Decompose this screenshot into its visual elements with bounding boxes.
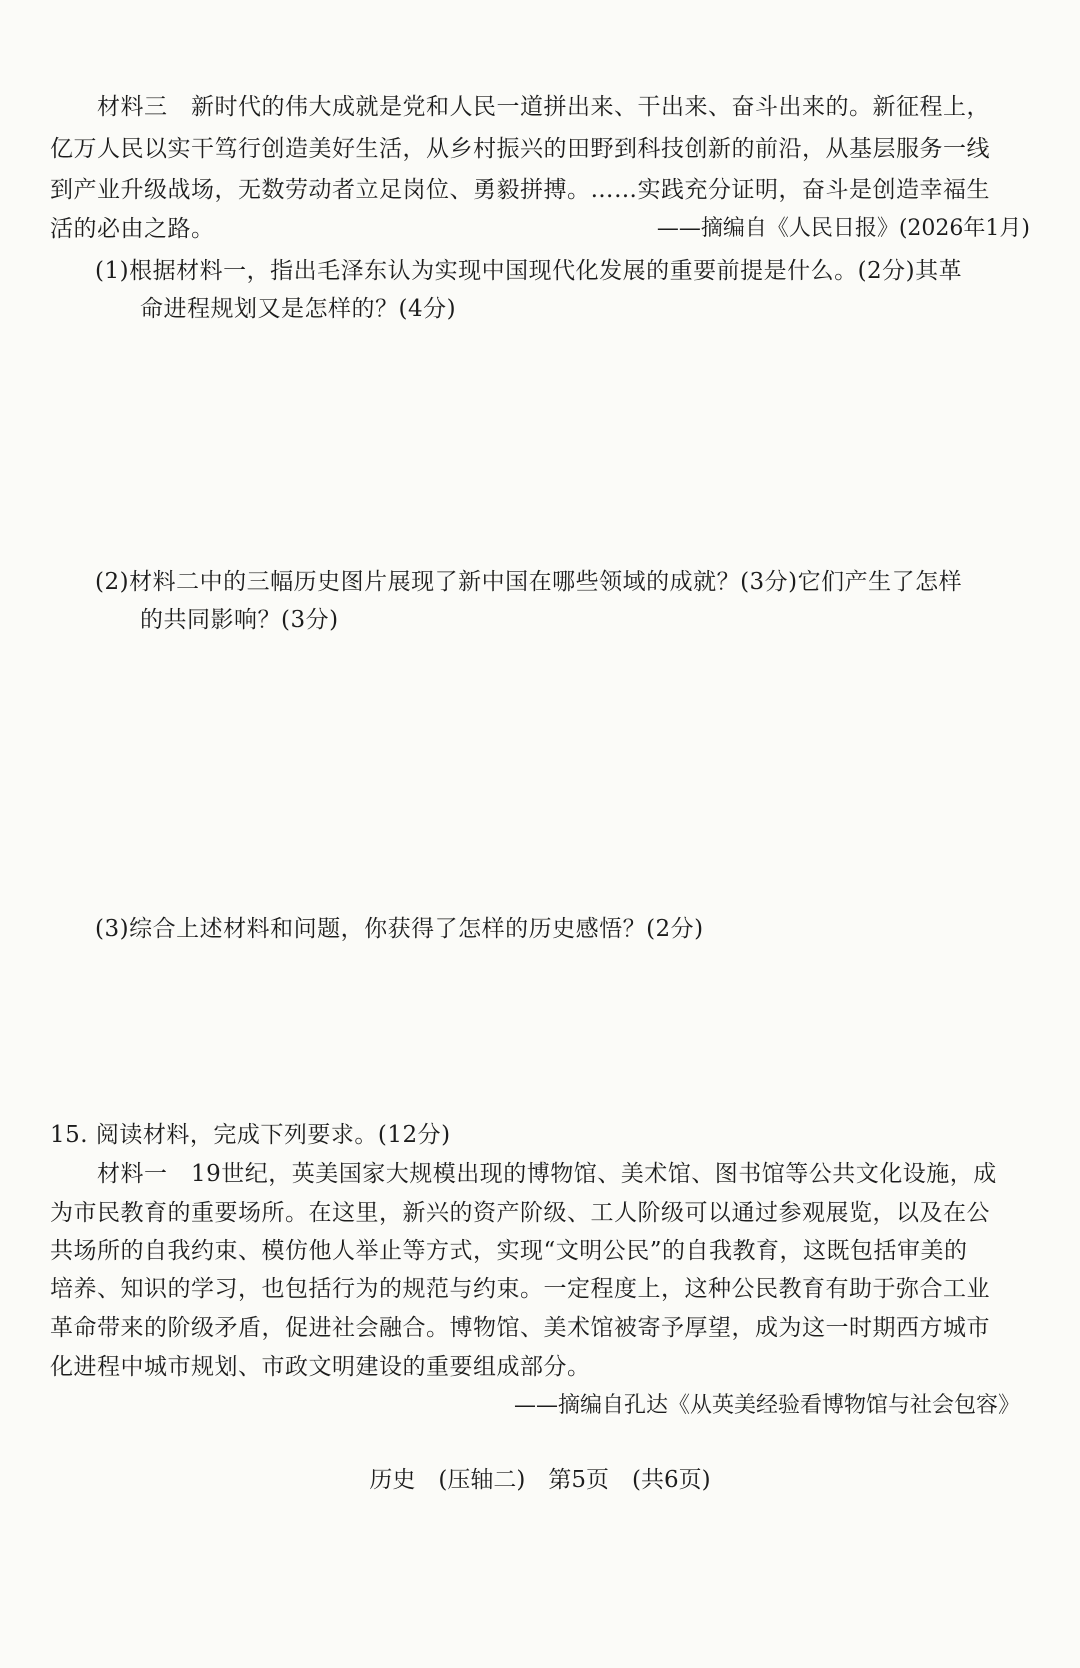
question-2-line-2: 的共同影响？(3分)	[140, 607, 339, 633]
material3-line-2: 亿万人民以实干笃行创造美好生活，从乡村振兴的田野到科技创新的前沿，从基层服务一线	[50, 136, 990, 162]
q15-material1-line-1: 材料一 19世纪，英美国家大规模出现的博物馆、美术馆、图书馆等公共文化设施，成	[97, 1161, 997, 1187]
q15-material1-line-4: 培养、知识的学习，也包括行为的规范与约束。一定程度上，这种公民教育有助于弥合工业	[50, 1276, 990, 1302]
material3-citation: ——摘编自《人民日报》(2026年1月)	[656, 216, 1030, 241]
q15-material1-line-5: 革命带来的阶级矛盾，促进社会融合。博物馆、美术馆被寄予厚望，成为这一时期西方城市	[50, 1315, 990, 1341]
material3-line-3: 到产业升级战场，无数劳动者立足岗位、勇毅拼搏。……实践充分证明，奋斗是创造幸福生	[50, 177, 990, 203]
page-footer: 历史 (压轴二) 第5页 (共6页)	[369, 1467, 711, 1493]
question-3-line-1: (3)综合上述材料和问题，你获得了怎样的历史感悟？(2分)	[95, 916, 704, 942]
q15-material1-line-2: 为市民教育的重要场所。在这里，新兴的资产阶级、工人阶级可以通过参观展览，以及在公	[50, 1200, 990, 1226]
q15-material1-citation: ——摘编自孔达《从英美经验看博物馆与社会包容》	[513, 1393, 1020, 1418]
material3-line-1: 材料三 新时代的伟大成就是党和人民一道拼出来、干出来、奋斗出来的。新征程上，	[97, 94, 990, 120]
q15-material1-line-3: 共场所的自我约束、模仿他人举止等方式，实现“文明公民”的自我教育，这既包括审美的	[50, 1238, 968, 1264]
question-1-line-1: (1)根据材料一，指出毛泽东认为实现中国现代化发展的重要前提是什么。(2分)其革	[95, 258, 963, 284]
question-1-line-2: 命进程规划又是怎样的？(4分)	[140, 296, 457, 322]
question-2-line-1: (2)材料二中的三幅历史图片展现了新中国在哪些领域的成就？(3分)它们产生了怎样	[95, 569, 963, 595]
material3-line-4: 活的必由之路。	[50, 216, 215, 242]
question-15-heading: 15. 阅读材料，完成下列要求。(12分)	[50, 1122, 451, 1148]
q15-material1-line-6: 化进程中城市规划、市政文明建设的重要组成部分。	[50, 1354, 591, 1380]
